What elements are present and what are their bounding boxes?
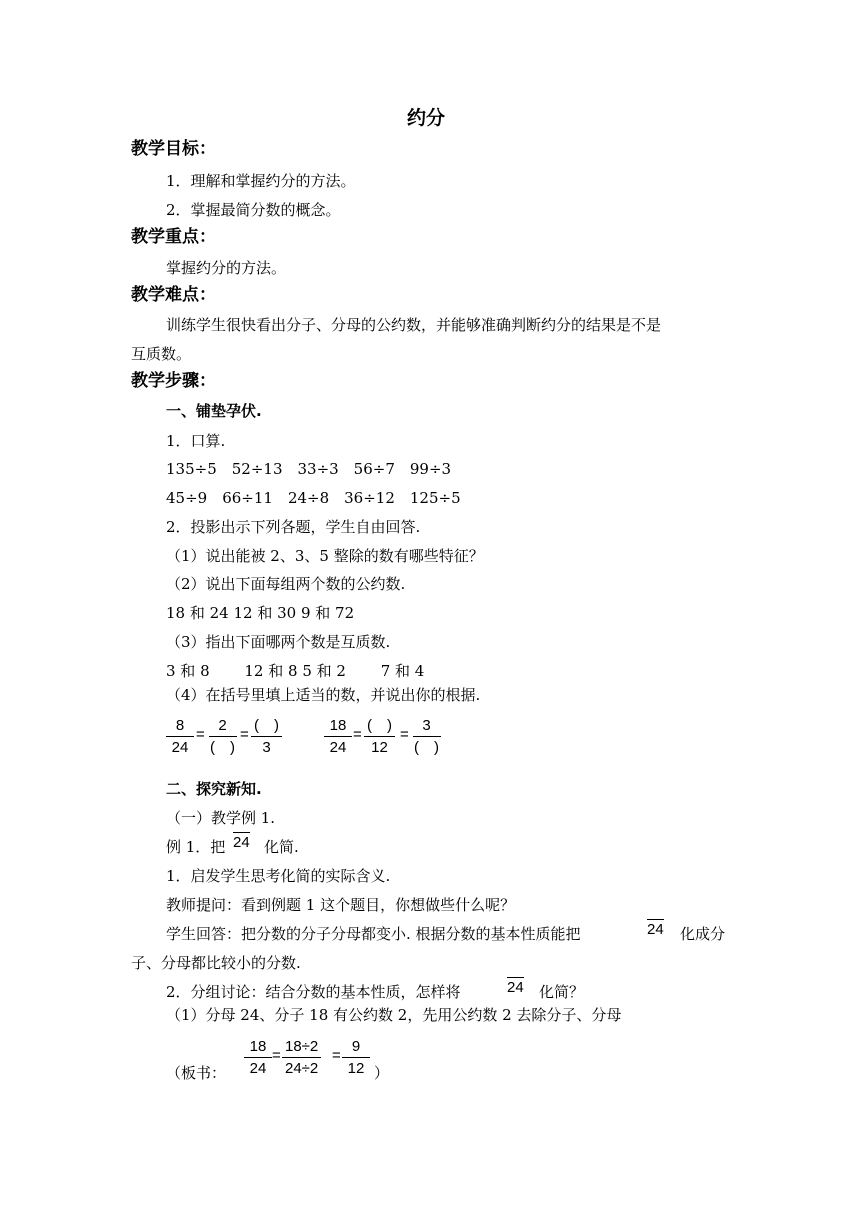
student-answer-fraction: 24 (647, 921, 664, 938)
equals-sign: = (400, 726, 409, 743)
fraction-3-blank (411, 717, 442, 756)
step-2-prefix: 2．分组讨论：结合分数的基本性质，怎样将 (166, 983, 461, 1001)
question-2-3: （3）指出下面哪两个数是互质数. (166, 633, 391, 651)
step-1: 1．启发学生思考化简的实际含义. (166, 867, 391, 885)
board-fraction-9-12 (342, 1038, 370, 1077)
question-2: 2．投影出示下列各题，学生自由回答. (166, 518, 421, 536)
numerator: 18 (324, 717, 352, 737)
denominator: 3 (262, 739, 271, 756)
board-label: （板书： (166, 1064, 227, 1082)
steps-heading: 教学步骤： (131, 371, 216, 391)
denominator: 24 (171, 739, 189, 756)
oral-label: 1．口算. (166, 432, 226, 450)
board-close: ） (374, 1064, 390, 1082)
fraction-2-blank (207, 717, 238, 756)
question-2-2: （2）说出下面每组两个数的公约数. (166, 575, 406, 593)
key-points-heading: 教学重点： (131, 227, 216, 247)
numerator: 18÷2 (282, 1038, 321, 1058)
oral-row-1: 135÷5 52÷13 33÷3 56÷7 99÷3 (166, 460, 452, 478)
numerator: ( ) (251, 717, 282, 737)
denominator: 12 (347, 1060, 365, 1077)
student-answer-suffix: 化成分 (680, 925, 726, 943)
fraction-blank-3 (251, 717, 282, 756)
denominator: 24 (249, 1060, 267, 1077)
denominator: 12 (371, 739, 388, 756)
question-2-3-numbers: 3 和 8 12 和 8 5 和 2 7 和 4 (166, 662, 425, 680)
denominator: ( ) (414, 739, 439, 756)
board-fraction-divided (282, 1038, 321, 1077)
question-2-2-numbers: 18 和 24 12 和 30 9 和 72 (166, 604, 355, 622)
fraction-18-24 (324, 717, 352, 756)
student-answer-line2: 子、分母都比较小的分数. (131, 954, 301, 972)
difficulty-heading: 教学难点： (131, 285, 216, 305)
step-2-1: （1）分母 24、分子 18 有公约数 2，先用公约数 2 去除分子、分母 (166, 1006, 622, 1024)
equals-sign: = (353, 726, 362, 743)
fraction-blank-12 (364, 717, 395, 756)
difficulty-text-line2: 互质数。 (131, 345, 192, 363)
student-answer-prefix: 学生回答：把分数的分子分母都变小. 根据分数的基本性质能把 (166, 925, 581, 943)
difficulty-text-line1: 训练学生很快看出分子、分母的公约数，并能够准确判断约分的结果是不是 (166, 316, 662, 334)
denominator: 24 (329, 739, 347, 756)
page-title: 约分 (407, 107, 446, 129)
numerator: 8 (166, 717, 194, 737)
example-1-prefix: 例 1．把 (166, 838, 226, 856)
numerator: 3 (413, 717, 441, 737)
question-2-4: （4）在括号里填上适当的数，并说出你的根据. (166, 686, 481, 704)
question-2-1: （1）说出能被 2、3、5 整除的数有哪些特征？ (166, 547, 484, 565)
equals-sign: = (332, 1047, 341, 1064)
equals-sign: = (240, 726, 249, 743)
board-fraction-18-24 (244, 1038, 272, 1077)
fraction-8-24 (166, 717, 194, 756)
equals-sign: = (272, 1047, 281, 1064)
part1-heading: 一、铺垫孕伏. (166, 402, 262, 420)
denominator: ( ) (210, 739, 235, 756)
step-2-fraction: 24 (507, 979, 524, 996)
oral-row-2: 45÷9 66÷11 24÷8 36÷12 125÷5 (166, 489, 461, 507)
step-2-suffix: 化简？ (539, 983, 585, 1001)
objective-2: 2．掌握最简分数的概念。 (166, 201, 341, 219)
denominator: 24÷2 (285, 1060, 319, 1077)
key-points-text: 掌握约分的方法。 (166, 259, 287, 277)
numerator: 9 (342, 1038, 370, 1058)
objectives-heading: 教学目标： (131, 139, 216, 159)
teacher-question: 教师提问：看到例题 1 这个题目，你想做些什么呢？ (166, 896, 516, 914)
objective-1: 1．理解和掌握约分的方法。 (166, 172, 356, 190)
example-1-fraction: 24 (233, 834, 250, 851)
equals-sign: = (196, 726, 205, 743)
teaching-example-1: （一）教学例 1. (166, 809, 276, 827)
numerator: 2 (209, 717, 237, 737)
numerator: ( ) (364, 717, 395, 737)
numerator: 18 (244, 1038, 272, 1058)
part2-heading: 二、探究新知. (166, 780, 262, 798)
example-1-suffix: 化简. (264, 838, 299, 856)
